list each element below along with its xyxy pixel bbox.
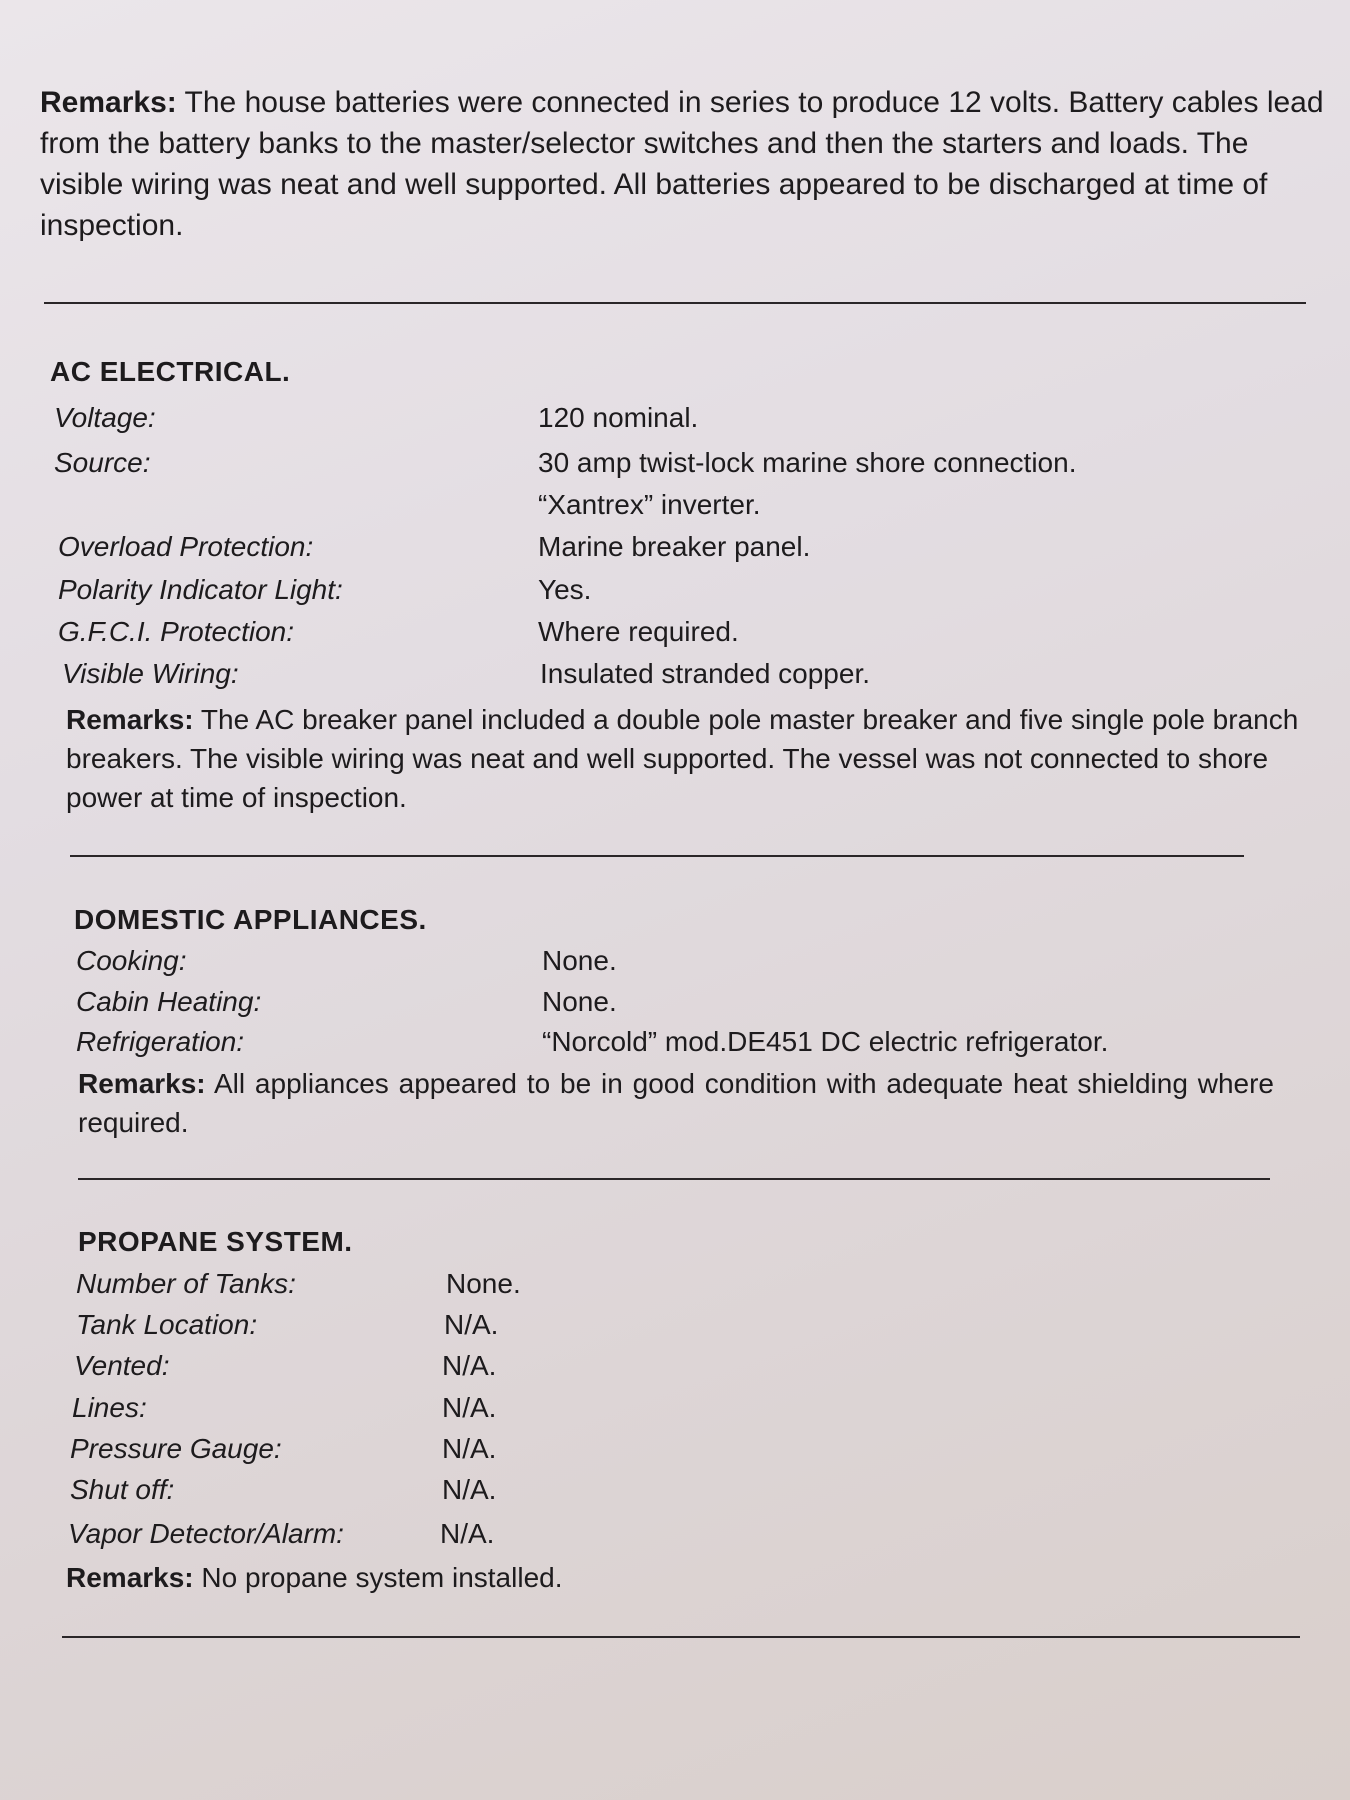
propane-row-gauge bbox=[70, 1429, 1300, 1469]
propane-system-heading: PROPANE SYSTEM. bbox=[78, 1226, 353, 1257]
field-label: Polarity Indicator Light: bbox=[58, 574, 343, 605]
field-value: “Xantrex” inverter. bbox=[538, 489, 761, 520]
field-value: None. bbox=[542, 986, 617, 1017]
propane-remarks bbox=[66, 1558, 1306, 1597]
ac-row-polarity bbox=[58, 570, 1308, 610]
field-label: Tank Location: bbox=[76, 1309, 258, 1340]
field-label: Visible Wiring: bbox=[62, 658, 239, 689]
field-label: Source: bbox=[54, 447, 151, 478]
appliance-remarks bbox=[78, 1064, 1274, 1142]
propane-row-tanks bbox=[76, 1264, 1306, 1304]
field-label: Cabin Heating: bbox=[76, 986, 262, 1017]
propane-row-detector bbox=[68, 1514, 1298, 1554]
field-value: 120 nominal. bbox=[538, 402, 699, 433]
remarks-label: Remarks: bbox=[66, 704, 194, 735]
ac-row-source bbox=[54, 443, 1304, 483]
propane-row-shutoff bbox=[70, 1470, 1300, 1510]
battery-remarks bbox=[40, 82, 1330, 246]
field-label: Number of Tanks: bbox=[76, 1268, 296, 1299]
field-label: Lines: bbox=[72, 1392, 147, 1423]
appliance-row-heating bbox=[76, 982, 1306, 1022]
ac-row-gfci bbox=[58, 612, 1308, 652]
field-label: Vented: bbox=[74, 1350, 170, 1381]
ac-row-source-2 bbox=[54, 485, 1304, 525]
propane-row-lines bbox=[72, 1388, 1302, 1428]
field-value: Where required. bbox=[538, 616, 739, 647]
remarks-text: All appliances appeared to be in good condition with adequate heat shielding where required. bbox=[78, 1068, 1274, 1138]
field-label: Shut off: bbox=[70, 1474, 175, 1505]
field-value: “Norcold” mod.DE451 DC electric refrigerator. bbox=[542, 1026, 1109, 1057]
field-value: Marine breaker panel. bbox=[538, 531, 811, 562]
remarks-text: The house batteries were connected in series to produce 12 volts. Battery cables lead from the battery banks to the master/selector switches and then the starters and loads. The visible wiring was neat and well supported. All batteries appeared to be discharged at time of inspection. bbox=[40, 86, 1324, 242]
field-value: N/A. bbox=[442, 1392, 497, 1423]
field-value: N/A. bbox=[440, 1518, 495, 1549]
ac-remarks bbox=[66, 700, 1306, 817]
field-value: None. bbox=[446, 1268, 521, 1299]
ac-electrical-heading: AC ELECTRICAL. bbox=[50, 356, 291, 387]
ac-row-voltage bbox=[54, 398, 1304, 438]
field-label: Vapor Detector/Alarm: bbox=[68, 1518, 344, 1549]
field-label: Pressure Gauge: bbox=[70, 1433, 282, 1464]
appliance-row-refrigeration bbox=[76, 1022, 1306, 1062]
field-value: Insulated stranded copper. bbox=[540, 658, 871, 689]
appliance-row-cooking bbox=[76, 941, 1306, 981]
propane-row-location bbox=[76, 1305, 1306, 1345]
section-divider bbox=[62, 1636, 1300, 1638]
field-label: Overload Protection: bbox=[58, 531, 314, 562]
remarks-label: Remarks: bbox=[78, 1068, 206, 1099]
propane-row-vented bbox=[74, 1346, 1304, 1386]
field-value: None. bbox=[542, 945, 617, 976]
field-label: Refrigeration: bbox=[76, 1026, 245, 1057]
remarks-label: Remarks: bbox=[66, 1562, 194, 1593]
ac-row-overload bbox=[58, 527, 1308, 567]
field-value: Yes. bbox=[538, 574, 592, 605]
field-value: 30 amp twist-lock marine shore connection. bbox=[538, 447, 1077, 478]
field-value: N/A. bbox=[442, 1350, 497, 1381]
domestic-appliances-heading: DOMESTIC APPLIANCES. bbox=[74, 904, 427, 935]
section-divider bbox=[70, 855, 1244, 857]
field-label: Voltage: bbox=[54, 402, 156, 433]
remarks-text: No propane system installed. bbox=[201, 1562, 563, 1593]
field-label: G.F.C.I. Protection: bbox=[58, 616, 295, 647]
field-value: N/A. bbox=[442, 1433, 497, 1464]
field-label: Cooking: bbox=[76, 945, 187, 976]
section-divider bbox=[44, 302, 1306, 304]
remarks-label: Remarks: bbox=[40, 86, 177, 119]
field-value: N/A. bbox=[444, 1309, 499, 1340]
field-value: N/A. bbox=[442, 1474, 497, 1505]
section-divider bbox=[78, 1178, 1270, 1180]
ac-row-wiring bbox=[62, 654, 1312, 694]
remarks-text: The AC breaker panel included a double pole master breaker and five single pole branch breakers. The visible wiring was neat and well supported. The vessel was not connected to shore power at time of inspection. bbox=[66, 704, 1299, 813]
